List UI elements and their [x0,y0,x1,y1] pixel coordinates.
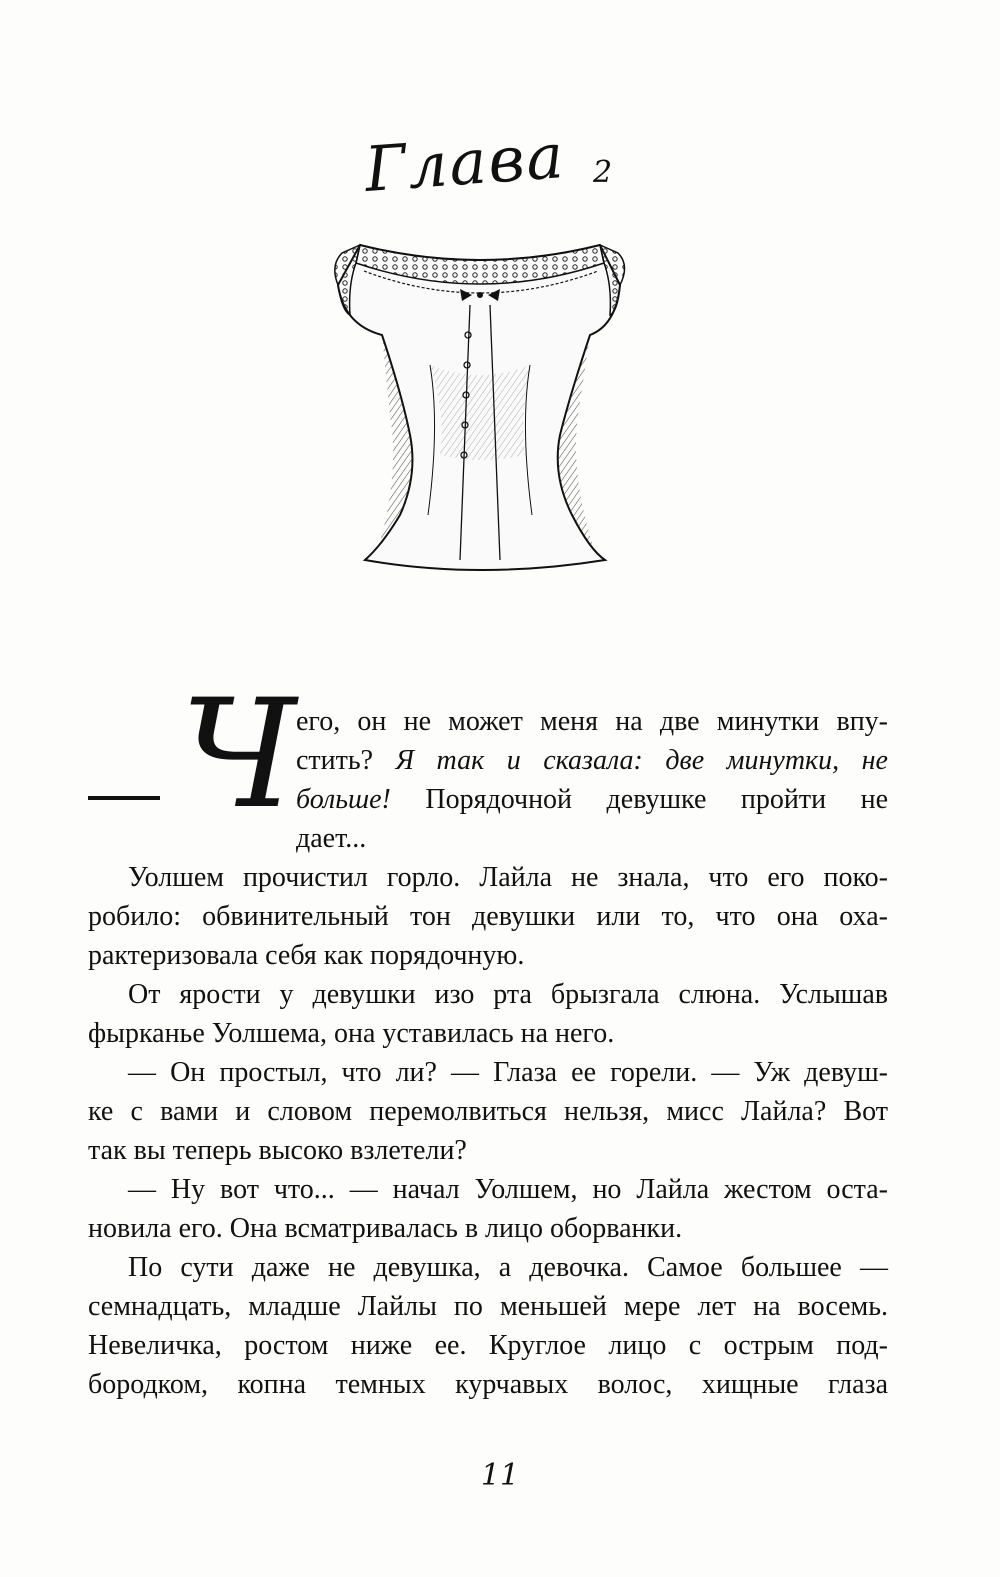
text-line: Уолшем прочистил горло. Лайла не знала, что его поко- [128,862,888,893]
paragraph [88,1053,888,1170]
text-line: бородком, копна темных курчавых волос, хищные глаза [88,1369,888,1400]
paragraph [88,975,888,1053]
text-line: От ярости у девушки изо рта брызгала слюна. Услышав [128,979,888,1010]
text-line: новила его. Она всматривалась в лицо оборванки. [88,1213,683,1244]
text-line: фырканье Уолшема, она уставилась на него. [88,1018,615,1049]
paragraph [88,1170,888,1248]
chapter-number: 2 [593,155,613,190]
text-line: больше! Порядочной девушке пройти не [296,784,888,815]
text-line: стить? Я так и сказала: две минутки, не [296,745,888,776]
text-line: рактеризовала себя как порядочную. [88,940,525,971]
corset-drawing [320,215,640,575]
body-text [88,858,888,1404]
text-line: семнадцать, младше Лайлы по меньшей мере лет на восемь. [88,1291,888,1322]
paragraph [88,858,888,975]
drop-cap-area [88,668,298,850]
text-line: так вы теперь высоко взлетели? [88,1135,467,1166]
text-line: его, он не может меня на две минутки впу- [296,706,888,737]
paragraph [88,1248,888,1404]
chapter-heading [362,119,625,225]
text-line: ке с вами и словом перемолвиться нельзя, мисс Лайла? Вот [88,1096,888,1127]
corset-illustration [320,215,640,575]
text-line: По сути даже не девушка, а девочка. Самое большее — [128,1252,888,1283]
text-line: — Ну вот что... — начал Уолшем, но Лайла жестом оста- [128,1174,888,1205]
text-line: дает... [296,823,367,854]
em-dash [88,796,160,800]
page-number: 11 [480,1458,520,1493]
chapter-word: Глава [362,119,568,206]
text-line: — Он простыл, что ли? — Глаза ее горели. — Уж девуш- [128,1057,888,1088]
text-line: Невеличка, ростом ниже ее. Круглое лицо с острым под- [88,1330,888,1361]
drop-cap: Ч [180,668,296,842]
text-line: робило: обвинительный тон девушки или то, что она оха- [88,901,888,932]
opening-lines [296,702,888,858]
